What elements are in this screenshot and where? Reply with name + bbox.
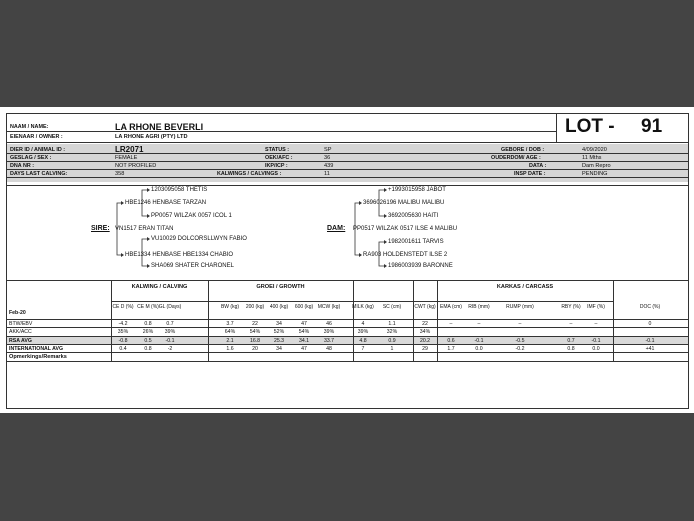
table-row-border [7,336,688,337]
calvings-value: 11 [324,171,330,177]
table-cell: – [569,321,573,327]
column-header: CE D (%) [112,304,134,310]
table-cell: 22 [422,321,428,327]
column-header: RUMP (mm) [506,304,534,310]
table-cell: 0.7 [567,338,575,344]
table-cell: 47 [301,346,307,352]
table-cell: 1.6 [226,346,234,352]
lot-label: LOT - [565,116,615,137]
table-row-border [7,344,688,345]
table-cell: -0.1 [474,338,484,344]
table-cell: 16.8 [249,338,261,344]
table-cell: -0.1 [645,338,655,344]
status-value: SP [324,147,332,153]
sex-label: GESLAG / SEX : [10,155,52,161]
row-label: BTW/EBV [9,321,33,327]
column-header: SC (cm) [382,304,402,310]
days-label: DAYS LAST CALVING: [10,171,68,177]
calvings-label: KALWINGS / CALVINGS : [217,171,282,177]
table-cell: – [477,321,481,327]
ikp-label: IKP/ICP : [265,163,288,169]
table-cell: 1.1 [388,321,396,327]
group-header-border [111,301,613,302]
pedigree-lines [7,114,688,414]
table-cell: 34.1 [298,338,310,344]
animal-name: LA RHONE BEVERLI [115,122,204,132]
sire-dam: HBE1334 HENBASE HBE1334 CHABIO [125,252,234,258]
table-cell: 52% [273,329,285,335]
oek-value: 36 [324,155,331,161]
sire-dam-sire: VU10029 DOLCORSLLWYN FABIO [151,236,247,242]
column-header: RBY (%) [561,304,581,310]
insp-label: INSP DATE : [514,171,546,177]
dam-label: DAM: [327,225,346,232]
column-header: CWT (kg) [414,304,436,310]
row-label: RSA AVG [9,338,32,344]
sex-value: FEMALE [115,155,138,161]
column-header: 200 (kg) [245,304,265,310]
remarks-label: Opmerkings/Remarks [9,354,67,360]
table-cell: -0.8 [118,338,128,344]
animal-id: LR2071 [115,145,144,154]
column-header: CE M (%) [137,304,159,310]
col-border [613,280,614,361]
column-header: MILK (kg) [352,304,374,310]
table-row-border [7,327,688,328]
dam-sire: 3696026196 MALIBU MALIBU [363,200,445,206]
column-header: GL (Days) [158,304,182,310]
table-cell: 32% [386,329,398,335]
sale-sheet [0,107,694,413]
table-cell: 22 [252,321,258,327]
table-cell: 54% [249,329,261,335]
sire-name: VN1517 ERAN TITAN [115,226,174,232]
table-cell: 35% [117,329,129,335]
table-top-border [7,280,688,281]
sire-sire: HBE1246 HENBASE TARZAN [125,200,207,206]
lot-card [6,113,689,409]
table-cell: -0.1 [591,338,601,344]
dam-dam-dam: 1986003939 BARONNE [388,263,453,269]
table-cell: 0.8 [567,346,575,352]
table-cell: 34% [419,329,431,335]
table-cell: 20 [252,346,258,352]
column-header: EMA (cm) [440,304,462,310]
table-cell: 3.7 [226,321,234,327]
table-cell: 0.0 [475,346,483,352]
table-cell: -0.2 [515,346,525,352]
status-label: STATUS : [265,147,290,153]
ikp-value: 439 [324,163,334,169]
oek-label: OEK/AFC : [265,155,293,161]
table-cell: 0.5 [144,338,152,344]
table-cell: 1 [390,346,394,352]
column-header: DOC (%) [639,304,661,310]
table-cell: 39% [323,329,335,335]
dam-dam: RA903 HOLDENSTEDT ILSE 2 [363,252,448,258]
table-cell: 64% [224,329,236,335]
dna-label: DNA NR : [10,163,35,169]
table-cell: 34 [276,321,282,327]
table-cell: +41 [645,346,655,352]
row-label: INTERNATIONAL AVG [9,346,63,352]
table-cell: 7 [361,346,365,352]
table-cell: 54% [298,329,310,335]
table-cell: 0.8 [144,321,152,327]
animal-id-label: DIER ID / ANIMAL ID : [10,147,66,153]
sire-label: SIRE: [91,225,110,232]
days-value: 358 [115,171,125,177]
data-value: Dam Repro [582,163,611,169]
table-cell: 2.1 [226,338,234,344]
table-cell: 0.6 [447,338,455,344]
dob-value: 4/09/2020 [582,147,607,153]
sire-sire-dam: PP0057 WILZAK 0057 ICOL 1 [151,213,232,219]
data-label: DATA : [529,163,547,169]
insp-value: PENDING [582,171,608,177]
table-cell: 34 [276,346,282,352]
table-cell: 33.7 [323,338,335,344]
table-cell: – [518,321,522,327]
column-header: BW (kg) [220,304,240,310]
table-cell: 26% [142,329,154,335]
sire-sire-sire: 1203095058 THETIS [151,187,208,193]
group-growth-header: GROEI / GROWTH [256,284,305,290]
table-row-border [7,319,688,320]
owner-label: EIENAAR / OWNER : [10,134,63,140]
column-header: 400 (kg) [269,304,289,310]
column-header: MCW (kg) [317,304,341,310]
table-cell: 46 [326,321,332,327]
table-cell: 4 [361,321,365,327]
table-cell: 25.3 [273,338,285,344]
dam-name: PP0517 WILZAK 0517 ILSE 4 MALIBU [353,226,458,232]
table-cell: -4.2 [118,321,128,327]
table-cell: 48 [326,346,332,352]
table-cell: 39% [357,329,369,335]
dna-value: NOT PROFILED [115,163,157,169]
dob-label: GEBORE / DOB : [501,147,545,153]
table-cell: -2 [167,346,173,352]
age-value: 11 Mths [582,155,602,161]
name-label: NAAM / NAME: [10,124,49,130]
age-label: OUDERDOM/ AGE : [491,155,541,161]
row-label: AKK/ACC [9,329,32,335]
table-cell: 0.8 [144,346,152,352]
table-cell: 4.8 [359,338,367,344]
sire-dam-dam: SHA069 SHATER CHARONEL [151,263,234,269]
group-carcass-header: KARKAS / CARCASS [496,284,554,290]
dam-sire-dam: 3692005630 HAITI [388,213,439,219]
table-cell: 47 [301,321,307,327]
table-cell: 0.4 [119,346,127,352]
column-header: RIB (mm) [468,304,490,310]
table-cell: 0.7 [166,321,174,327]
table-row-border [7,352,688,353]
table-cell: 39% [164,329,176,335]
table-cell: 0 [648,321,652,327]
table-row-border [7,361,688,362]
col-border [208,280,209,361]
table-cell: 1.7 [447,346,455,352]
table-cell: 0.0 [592,346,600,352]
period-label: Feb-20 [9,310,26,316]
column-header: IMF (%) [587,304,605,310]
dam-sire-sire: +1993015958 JABOT [388,187,446,193]
table-cell: 29 [422,346,428,352]
column-header: 600 (kg) [294,304,314,310]
dam-dam-sire: 1982001611 TARVIS [388,239,444,245]
owner-value: LA RHONE AGRI (PTY) LTD [115,134,188,140]
lot-number: 91 [641,116,663,137]
table-cell: 20.2 [419,338,431,344]
table-cell: – [449,321,453,327]
table-cell: – [594,321,598,327]
table-cell: -0.1 [165,338,175,344]
group-calving-header: KALWING / CALVING [131,284,188,290]
table-cell: -0.5 [515,338,525,344]
table-cell: 0.9 [388,338,396,344]
